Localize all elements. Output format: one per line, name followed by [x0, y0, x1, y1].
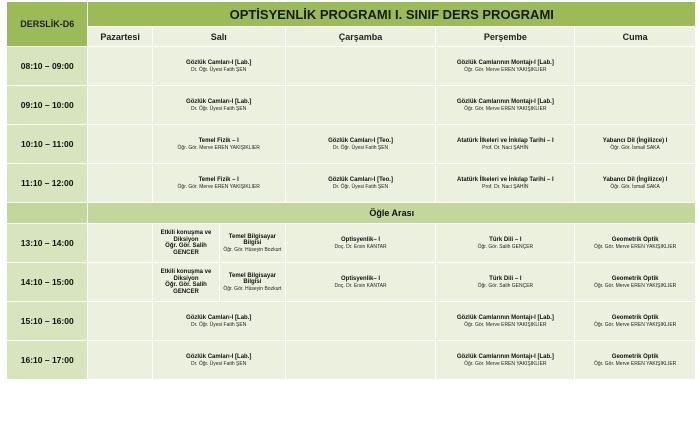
- course-name: Geometrik Optik: [611, 236, 659, 243]
- instructor-name: Dr. Öğr. Üyesi Fatih ŞEN: [332, 144, 389, 151]
- course-name: Gözlük Camlarının Montajı-I [Lab.]: [456, 314, 554, 321]
- course-name: Atatürk İlkeleri ve İnkılap Tarihi – I: [457, 176, 554, 183]
- course-name: Optisyenlik– I: [341, 236, 381, 243]
- day-header-friday: Cuma: [575, 27, 695, 46]
- course-cell: [153, 302, 285, 340]
- course-name: Geometrik Optik: [611, 275, 659, 282]
- schedule-row: [7, 224, 695, 262]
- course-name: Yabancı Dil (İngilizce) I: [602, 137, 668, 144]
- room-label: DERSLİK-D6: [7, 2, 87, 46]
- instructor-name: Öğr. Gör. Merve EREN YAKIŞIKLIER: [464, 66, 547, 73]
- time-slot: 16:10 – 17:00: [7, 341, 87, 379]
- course-cell: [153, 125, 285, 163]
- empty-cell: [88, 86, 151, 124]
- instructor-name: Öğr. Gör. Salih GENCER: [165, 282, 207, 295]
- schedule-row: [7, 302, 695, 340]
- schedule-row: [7, 164, 695, 202]
- course-cell: [436, 341, 574, 379]
- instructor-name: Öğr. Gör. Merve EREN YAKIŞIKLIER: [593, 360, 677, 367]
- empty-cell: [575, 86, 695, 124]
- course-cell: [436, 263, 574, 301]
- schedule-row: [7, 341, 695, 379]
- instructor-name: Dr. Öğr. Üyesi Fatih ŞEN: [191, 321, 247, 328]
- instructor-name: Öğr. Gör. Merve EREN YAKIŞIKLIER: [593, 243, 677, 250]
- empty-cell: [88, 224, 151, 262]
- course-name: Gözlük Camları-I [Lab.]: [186, 59, 252, 66]
- course-cell: [286, 125, 436, 163]
- instructor-name: Dr. Öğr. Üyesi Fatih ŞEN: [191, 105, 247, 112]
- course-cell: [286, 263, 436, 301]
- course-cell: [153, 164, 285, 202]
- day-header-wednesday: Çarşamba: [286, 27, 436, 46]
- course-cell: [436, 125, 574, 163]
- course-name: Gözlük Camlarının Montajı-I [Lab.]: [456, 59, 554, 66]
- course-name: Geometrik Optik: [611, 353, 659, 360]
- course-name: Türk Dili – I: [489, 275, 522, 282]
- empty-cell: [88, 263, 151, 301]
- day-header-tuesday: Salı: [153, 27, 285, 46]
- day-header-thursday: Perşembe: [436, 27, 574, 46]
- course-name: Gözlük Camları-I [Lab.]: [186, 314, 252, 321]
- empty-cell: [286, 302, 436, 340]
- instructor-name: Öğr. Gör. Merve EREN YAKIŞIKLIER: [177, 144, 260, 151]
- course-cell: [575, 302, 695, 340]
- schedule-row: [7, 125, 695, 163]
- instructor-name: Doç. Dr. Ersin KANTAR: [334, 282, 387, 289]
- course-cell: [436, 302, 574, 340]
- course-cell: [436, 164, 574, 202]
- time-slot: 15:10 – 16:00: [7, 302, 87, 340]
- empty-cell: [286, 86, 436, 124]
- empty-cell: [88, 302, 151, 340]
- empty-cell: [286, 341, 436, 379]
- time-slot: 10:10 – 11:00: [7, 125, 87, 163]
- time-slot: 14:10 – 15:00: [7, 263, 87, 301]
- course-name: Gözlük Camlarının Montajı-I [Lab.]: [456, 98, 554, 105]
- course-name: Yabancı Dil (İngilizce) I: [602, 176, 668, 183]
- course-name: Gözlük Camlarının Montajı-I [Lab.]: [456, 353, 554, 360]
- schedule-row: [7, 47, 695, 85]
- instructor-name: Öğr. Gör. Salih GENÇER: [477, 243, 534, 250]
- course-cell: [436, 47, 574, 85]
- empty-cell: [88, 125, 151, 163]
- course-name: Geometrik Optik: [611, 314, 659, 321]
- time-slot: 08:10 – 09:00: [7, 47, 87, 85]
- course-name: Gözlük Camları-I [Lab.]: [186, 98, 252, 105]
- lunch-break-label: Öğle Arası: [88, 203, 695, 223]
- instructor-name: Doç. Dr. Ersin KANTAR: [334, 243, 387, 250]
- course-cell: [575, 263, 695, 301]
- course-name: Temel Fizik – I: [198, 137, 239, 144]
- course-cell: [575, 341, 695, 379]
- course-name: Gözlük Camları-I [Teo.]: [328, 137, 393, 144]
- time-slot: 09:10 – 10:00: [7, 86, 87, 124]
- instructor-name: Dr. Öğr. Üyesi Fatih ŞEN: [191, 66, 247, 73]
- instructor-name: Öğr. Gör. Hüseyin Bozkurt: [223, 285, 282, 292]
- schedule-row: [7, 86, 695, 124]
- instructor-name: Dr. Öğr. Üyesi Fatih ŞEN: [332, 183, 389, 190]
- instructor-name: Öğr. Gör. İsmail SAKA: [610, 144, 660, 151]
- course-cell: [286, 224, 436, 262]
- course-name: Gözlük Camları-I [Lab.]: [186, 353, 252, 360]
- instructor-name: Prof. Dr. Naci ŞAHİN: [482, 144, 529, 151]
- empty-cell: [88, 164, 151, 202]
- instructor-name: Dr. Öğr. Üyesi Fatih ŞEN: [191, 360, 247, 367]
- empty-cell: [88, 47, 151, 85]
- course-cell: [153, 341, 285, 379]
- course-cell: [436, 224, 574, 262]
- course-cell: [153, 263, 219, 301]
- page-title: OPTİSYENLİK PROGRAMI I. SINIF DERS PROGRAMI: [88, 2, 695, 26]
- course-cell: [575, 125, 695, 163]
- instructor-name: Öğr. Gör. Merve EREN YAKIŞIKLIER: [464, 360, 547, 367]
- empty-cell: [286, 47, 436, 85]
- time-slot: 11:10 – 12:00: [7, 164, 87, 202]
- course-name: Gözlük Camları-I [Teo.]: [328, 176, 393, 183]
- schedule-table: [6, 1, 696, 380]
- instructor-name: Öğr. Gör. Merve EREN YAKIŞIKLIER: [593, 321, 677, 328]
- course-cell: [153, 47, 285, 85]
- course-name: Temel Bilgisayar Bilgisi: [228, 272, 277, 285]
- schedule-row: [7, 263, 695, 301]
- time-slot: 13:10 – 14:00: [7, 224, 87, 262]
- course-name: Temel Bilgisayar Bilgisi: [228, 233, 277, 246]
- course-cell: [286, 164, 436, 202]
- instructor-name: Öğr. Gör. Merve EREN YAKIŞIKLIER: [593, 282, 677, 289]
- course-name: Optisyenlik– I: [341, 275, 381, 282]
- course-cell: [220, 224, 284, 262]
- day-header-monday: Pazartesi: [88, 27, 151, 46]
- course-cell: [575, 164, 695, 202]
- course-cell: [153, 224, 219, 262]
- course-cell: [220, 263, 284, 301]
- course-name: Türk Dili – I: [489, 236, 522, 243]
- course-name: Temel Fizik – I: [198, 176, 239, 183]
- course-name: Atatürk İlkeleri ve İnkılap Tarihi – I: [457, 137, 554, 144]
- instructor-name: Öğr. Gör. Merve EREN YAKIŞIKLIER: [177, 183, 260, 190]
- course-name: Etkili konuşma ve Diksiyon: [160, 230, 212, 243]
- course-name: Etkili konuşma ve Diksiyon: [160, 269, 212, 282]
- course-cell: [436, 86, 574, 124]
- instructor-name: Öğr. Gör. Salih GENCER: [165, 243, 207, 256]
- course-cell: [575, 224, 695, 262]
- break-time-cell: [7, 203, 87, 223]
- break-row: [7, 203, 695, 223]
- instructor-name: Öğr. Gör. Merve EREN YAKIŞIKLIER: [464, 321, 547, 328]
- instructor-name: Prof. Dr. Naci ŞAHİN: [482, 183, 529, 190]
- instructor-name: Öğr. Gör. Salih GENÇER: [477, 282, 534, 289]
- instructor-name: Öğr. Gör. Merve EREN YAKIŞIKLIER: [464, 105, 547, 112]
- instructor-name: Öğr. Gör. İsmail SAKA: [610, 183, 660, 190]
- empty-cell: [88, 341, 151, 379]
- empty-cell: [575, 47, 695, 85]
- instructor-name: Öğr. Gör. Hüseyin Bozkurt: [223, 246, 282, 253]
- course-cell: [153, 86, 285, 124]
